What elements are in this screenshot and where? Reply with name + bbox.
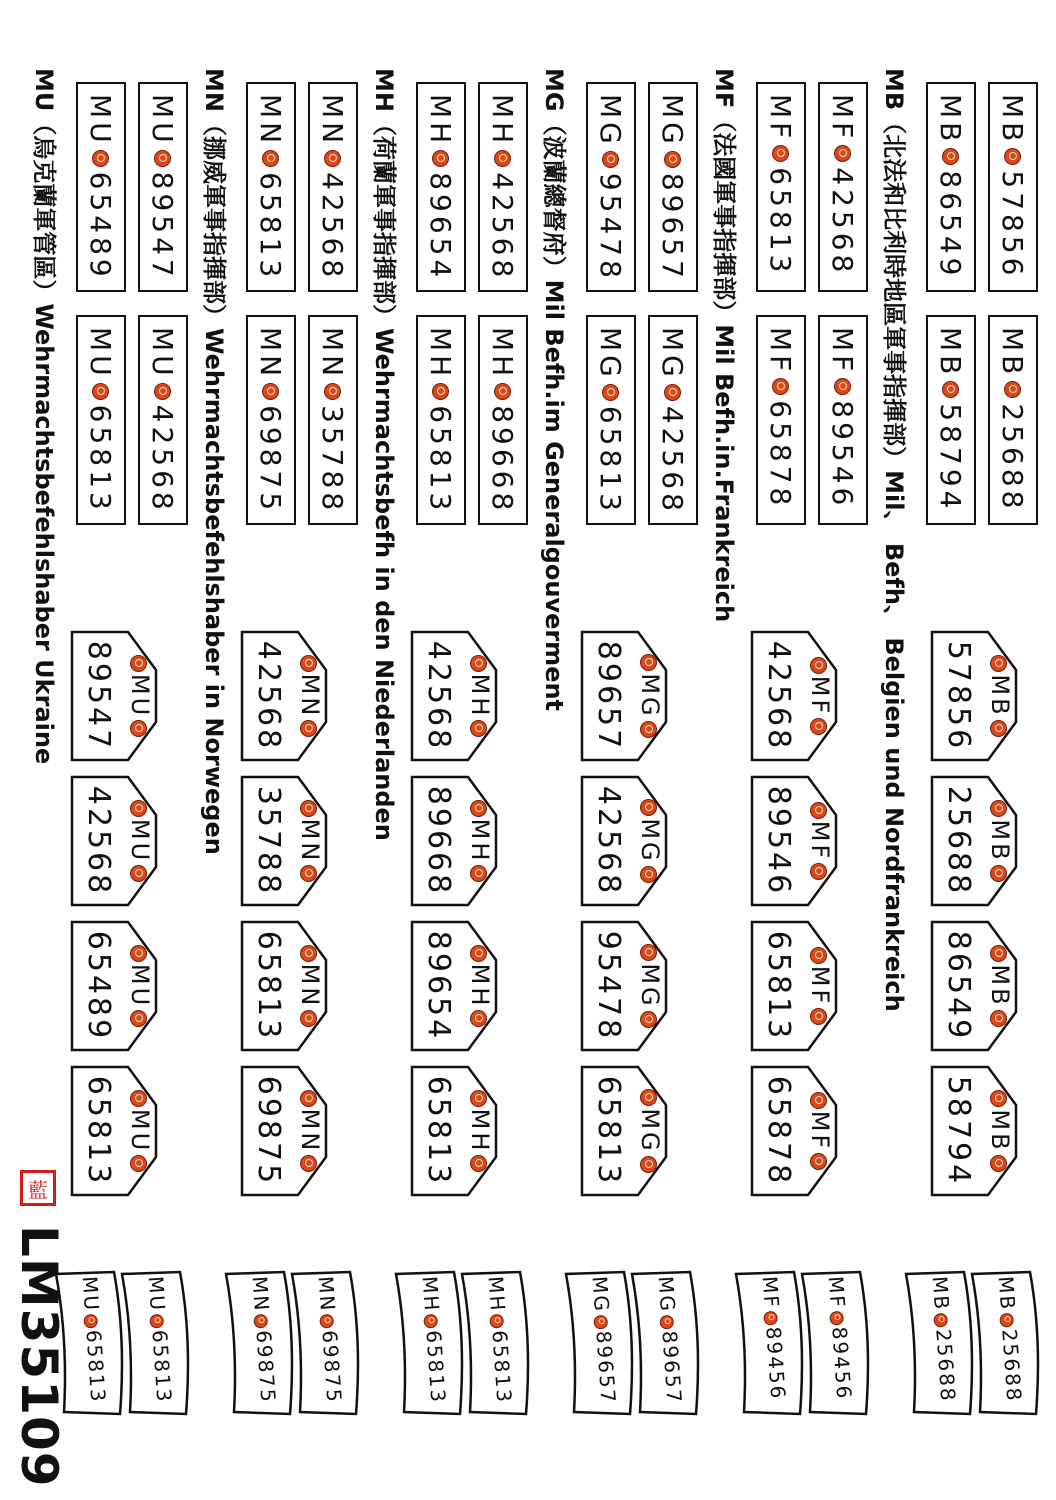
badge-code-line (986, 920, 1014, 1052)
plate-code: MN (316, 327, 350, 381)
insignia-icon (665, 384, 682, 401)
badge-code-line (636, 630, 664, 762)
product-code: LM35109 (10, 1225, 68, 1488)
badge-code: MF (806, 675, 834, 717)
shield-badge (410, 630, 498, 762)
badge-number: 42568 (591, 785, 626, 897)
curved-plate-code: MN (247, 1275, 275, 1314)
group-heading: MF（法國軍事指揮部）Mil Befh.in.Frankreich (710, 68, 738, 623)
insignia-icon (495, 150, 512, 167)
plate-code: MF (826, 94, 860, 143)
group-heading: MU（烏克蘭軍管區）Wehrmachtsbefehlshaber Ukraine (30, 68, 58, 765)
plate-code: MG (594, 327, 628, 381)
badge-number: 42568 (421, 640, 456, 752)
insignia-icon (811, 863, 828, 880)
insignia-icon (131, 1010, 148, 1027)
insignia-icon (594, 1314, 609, 1329)
license-plate (308, 315, 358, 525)
insignia-icon (301, 865, 318, 882)
badge-code-line (466, 920, 494, 1052)
plate-number: 89547 (146, 171, 180, 281)
license-plate (76, 315, 126, 525)
license-plate (756, 315, 806, 525)
plate-number: 65813 (254, 172, 288, 282)
badge-number: 65813 (251, 930, 286, 1042)
badge-code: MF (806, 820, 834, 862)
insignia-icon (660, 1314, 675, 1329)
plate-code: MH (424, 327, 458, 381)
insignia-icon (325, 150, 342, 167)
plate-code: MN (254, 94, 288, 148)
insignia-icon (811, 1092, 828, 1109)
insignia-icon (490, 1314, 505, 1329)
shield-badge (410, 775, 498, 907)
insignia-icon (301, 1090, 318, 1107)
insignia-icon (325, 383, 342, 400)
shield-badge (750, 630, 838, 762)
curved-plate-code: MG (587, 1275, 615, 1314)
badge-code-line (806, 775, 834, 907)
badge-number: 65489 (81, 930, 116, 1042)
insignia-icon (835, 145, 852, 162)
badge-code-line (636, 920, 664, 1052)
license-plate (478, 82, 528, 292)
insignia-icon (471, 800, 488, 817)
license-plate (246, 315, 296, 525)
plate-number: 58794 (934, 403, 968, 513)
license-plate (988, 315, 1038, 525)
plate-code: MH (486, 94, 520, 148)
insignia-icon (150, 1314, 165, 1329)
curved-plate-number: 65813 (421, 1329, 451, 1405)
badge-number: 89546 (761, 785, 796, 897)
badge-number: 89547 (81, 640, 116, 752)
curved-plate-number: 89657 (591, 1329, 621, 1406)
curved-plate-number: 65813 (81, 1329, 111, 1405)
insignia-icon (301, 655, 318, 672)
plate-code: MF (826, 327, 860, 376)
badge-number: 89654 (421, 930, 456, 1042)
badge-code-line (986, 775, 1014, 907)
shield-badge (930, 1065, 1018, 1197)
plate-code: MG (594, 94, 628, 148)
insignia-icon (991, 945, 1008, 962)
curved-plate-code: MH (417, 1275, 445, 1314)
insignia-icon (301, 945, 318, 962)
badge-code-line (466, 775, 494, 907)
insignia-icon (641, 1011, 658, 1028)
badge-number: 69875 (251, 1075, 286, 1187)
insignia-icon (131, 1090, 148, 1107)
shield-badge (240, 920, 328, 1052)
plate-code: MG (656, 327, 690, 381)
plate-code: MH (424, 94, 458, 148)
badge-code: MF (806, 1110, 834, 1152)
plate-code: MG (656, 94, 690, 148)
insignia-icon (131, 1155, 148, 1172)
plate-number: 89668 (486, 405, 520, 515)
badge-number: 86549 (941, 930, 976, 1042)
insignia-icon (93, 150, 110, 167)
shield-badge (580, 775, 668, 907)
license-plate (818, 82, 868, 292)
plate-code: MB (934, 327, 968, 379)
curved-plate-number: 25688 (997, 1328, 1027, 1404)
badge-code: MG (636, 1108, 664, 1154)
license-plate (246, 82, 296, 292)
badge-code: MN (296, 1108, 324, 1154)
badge-number: 42568 (761, 640, 796, 752)
badge-code: MG (636, 963, 664, 1009)
badge-code: MN (296, 818, 324, 864)
badge-code: MN (296, 673, 324, 719)
insignia-icon (93, 383, 110, 400)
badge-code: MH (466, 963, 494, 1009)
badge-number: 58794 (941, 1075, 976, 1187)
badge-code-line (636, 1065, 664, 1197)
badge-code-line (636, 775, 664, 907)
insignia-icon (641, 944, 658, 961)
plate-code: MU (146, 94, 180, 147)
badge-code-line (126, 1065, 154, 1197)
insignia-icon (155, 383, 172, 400)
insignia-icon (603, 384, 620, 401)
curved-plate (388, 1268, 468, 1418)
insignia-icon (471, 655, 488, 672)
insignia-icon (641, 866, 658, 883)
badge-code: MB (986, 674, 1014, 718)
insignia-icon (495, 383, 512, 400)
plate-code: MB (934, 94, 968, 146)
shield-badge (240, 775, 328, 907)
insignia-icon (773, 378, 790, 395)
badge-code: MU (126, 963, 154, 1009)
insignia-icon (1005, 148, 1022, 165)
plate-number: 65813 (764, 167, 798, 277)
curved-plate (898, 1268, 978, 1418)
plate-number: 42568 (146, 404, 180, 514)
license-plate (648, 315, 698, 525)
badge-number: 25688 (941, 785, 976, 897)
insignia-icon (471, 865, 488, 882)
curved-plate-code: MU (143, 1275, 171, 1313)
shield-badge (930, 775, 1018, 907)
shield-badge (410, 920, 498, 1052)
plate-code: MF (764, 327, 798, 376)
license-plate (138, 315, 188, 525)
plate-number: 89546 (826, 400, 860, 510)
badge-code-line (986, 1065, 1014, 1197)
badge-code: MU (126, 818, 154, 864)
brand-logo-icon: 藍 (20, 1170, 56, 1206)
badge-code: MU (126, 1108, 154, 1154)
insignia-icon (641, 1089, 658, 1106)
license-plate (76, 82, 126, 292)
badge-code: MG (636, 818, 664, 864)
insignia-icon (991, 720, 1008, 737)
badge-code-line (126, 630, 154, 762)
insignia-icon (433, 383, 450, 400)
insignia-icon (773, 145, 790, 162)
plate-number: 65813 (424, 405, 458, 515)
insignia-icon (991, 1090, 1008, 1107)
plate-number: 86549 (934, 170, 968, 280)
badge-code: MF (806, 965, 834, 1007)
curved-plate-code: MN (313, 1275, 341, 1314)
badge-code: MH (466, 1108, 494, 1154)
plate-code: MU (84, 327, 118, 380)
group-heading: MG（波蘭總督府）Mil Befh.im Generalgouverment (540, 68, 568, 712)
insignia-icon (471, 1090, 488, 1107)
curved-plate-number: 69875 (317, 1329, 347, 1405)
shield-badge (240, 1065, 328, 1197)
license-plate (926, 315, 976, 525)
insignia-icon (665, 151, 682, 168)
plate-code: MB (996, 327, 1030, 379)
shield-badge (930, 920, 1018, 1052)
plate-number: 65813 (84, 404, 118, 514)
insignia-icon (301, 720, 318, 737)
badge-code-line (296, 1065, 324, 1197)
insignia-icon (811, 718, 828, 735)
shield-badge (70, 775, 158, 907)
insignia-icon (641, 799, 658, 816)
badge-code-line (806, 630, 834, 762)
plate-code: MU (84, 94, 118, 147)
plate-number: 57856 (996, 170, 1030, 280)
license-plate (586, 315, 636, 525)
curved-plate-code: MB (993, 1275, 1020, 1312)
plate-code: MU (146, 327, 180, 380)
plate-number: 95478 (594, 172, 628, 282)
insignia-icon (934, 1313, 949, 1328)
curved-plate-number: 25688 (931, 1328, 961, 1404)
license-plate (648, 82, 698, 292)
badge-code-line (126, 920, 154, 1052)
shield-badge (580, 630, 668, 762)
badge-code-line (806, 1065, 834, 1197)
curved-plate (218, 1268, 298, 1418)
curved-plate-number: 89456 (827, 1325, 857, 1402)
insignia-icon (263, 150, 280, 167)
plate-number: 65878 (764, 400, 798, 510)
badge-number: 65813 (421, 1075, 456, 1187)
curved-plate-number: 89456 (761, 1325, 791, 1402)
insignia-icon (471, 1010, 488, 1027)
badge-code: MG (636, 673, 664, 719)
license-plate (416, 315, 466, 525)
badge-code-line (296, 920, 324, 1052)
insignia-icon (991, 1010, 1008, 1027)
badge-number: 57856 (941, 640, 976, 752)
badge-code-line (466, 1065, 494, 1197)
insignia-icon (991, 655, 1008, 672)
insignia-icon (943, 381, 960, 398)
shield-badge (930, 630, 1018, 762)
shield-badge (750, 1065, 838, 1197)
badge-code: MB (986, 964, 1014, 1008)
badge-number: 95478 (591, 930, 626, 1042)
plate-number: 35788 (316, 405, 350, 515)
curved-plate (558, 1268, 638, 1418)
badge-code: MU (126, 673, 154, 719)
badge-code: MH (466, 673, 494, 719)
insignia-icon (641, 1156, 658, 1173)
group-heading: MN（挪威軍事指揮部）Wehrmachtsbefehlshaber in Norwegen (200, 68, 228, 855)
license-plate (926, 82, 976, 292)
insignia-icon (301, 800, 318, 817)
badge-code-line (986, 630, 1014, 762)
insignia-icon (131, 945, 148, 962)
insignia-icon (811, 1153, 828, 1170)
shield-badge (70, 1065, 158, 1197)
insignia-icon (811, 657, 828, 674)
plate-number: 42568 (316, 172, 350, 282)
insignia-icon (943, 148, 960, 165)
badge-code: MH (466, 818, 494, 864)
plate-number: 42568 (656, 405, 690, 515)
insignia-icon (603, 151, 620, 168)
insignia-icon (991, 800, 1008, 817)
curved-plate-code: MF (823, 1275, 850, 1310)
shield-badge (410, 1065, 498, 1197)
plate-number: 42568 (826, 167, 860, 277)
curved-plate-code: MB (927, 1275, 954, 1312)
curved-plate-number: 65813 (487, 1329, 517, 1405)
insignia-icon (301, 1010, 318, 1027)
plate-number: 65489 (84, 171, 118, 281)
insignia-icon (830, 1310, 845, 1325)
license-plate (756, 82, 806, 292)
insignia-icon (424, 1314, 439, 1329)
plate-code: MN (254, 327, 288, 381)
badge-code: MB (986, 1109, 1014, 1153)
shield-badge (580, 920, 668, 1052)
insignia-icon (131, 800, 148, 817)
curved-plate (728, 1268, 808, 1418)
shield-badge (70, 920, 158, 1052)
insignia-icon (131, 720, 148, 737)
badge-code: MN (296, 963, 324, 1009)
insignia-icon (433, 150, 450, 167)
insignia-icon (84, 1314, 99, 1329)
insignia-icon (1000, 1313, 1015, 1328)
plate-code: MH (486, 327, 520, 381)
insignia-icon (811, 802, 828, 819)
badge-number: 89668 (421, 785, 456, 897)
badge-number: 89657 (591, 640, 626, 752)
insignia-icon (471, 720, 488, 737)
badge-code: MB (986, 819, 1014, 863)
plate-code: MN (316, 94, 350, 148)
badge-code-line (296, 630, 324, 762)
badge-code-line (296, 775, 324, 907)
curved-plate-number: 89657 (657, 1329, 687, 1406)
curved-plate-code: MU (77, 1275, 105, 1313)
plate-code: MB (996, 94, 1030, 146)
insignia-icon (131, 655, 148, 672)
insignia-icon (641, 721, 658, 738)
plate-number: 89654 (424, 172, 458, 282)
license-plate (586, 82, 636, 292)
plate-number: 65813 (594, 405, 628, 515)
insignia-icon (301, 1155, 318, 1172)
license-plate (478, 315, 528, 525)
shield-badge (750, 775, 838, 907)
license-plate (988, 82, 1038, 292)
insignia-icon (1005, 381, 1022, 398)
license-plate (308, 82, 358, 292)
curved-plate-number: 69875 (251, 1329, 281, 1405)
insignia-icon (155, 150, 172, 167)
plate-code: MF (764, 94, 798, 143)
insignia-icon (811, 1008, 828, 1025)
insignia-icon (254, 1314, 269, 1329)
group-heading: MB（北法和比利時地區軍事指揮部）Mil、 Befh、 Belgien und Nordfrankreich (880, 68, 908, 1012)
badge-number: 42568 (81, 785, 116, 897)
badge-code-line (126, 775, 154, 907)
license-plate (818, 315, 868, 525)
insignia-icon (811, 947, 828, 964)
badge-number: 35788 (251, 785, 286, 897)
insignia-icon (263, 383, 280, 400)
badge-code-line (466, 630, 494, 762)
curved-plate-code: MH (483, 1275, 511, 1314)
plate-number: 42568 (486, 172, 520, 282)
insignia-icon (471, 945, 488, 962)
insignia-icon (471, 1155, 488, 1172)
insignia-icon (991, 865, 1008, 882)
license-plate (138, 82, 188, 292)
badge-number: 65878 (761, 1075, 796, 1187)
curved-plate-code: MF (757, 1275, 784, 1310)
shield-badge (70, 630, 158, 762)
insignia-icon (320, 1314, 335, 1329)
badge-number: 42568 (251, 640, 286, 752)
badge-code-line (806, 920, 834, 1052)
shield-badge (750, 920, 838, 1052)
curved-plate-code: MG (653, 1275, 681, 1314)
curved-plate-number: 65813 (147, 1329, 177, 1405)
badge-number: 65813 (81, 1075, 116, 1187)
plate-number: 25688 (996, 403, 1030, 513)
license-plate (416, 82, 466, 292)
insignia-icon (764, 1310, 779, 1325)
plate-number: 69875 (254, 405, 288, 515)
insignia-icon (835, 378, 852, 395)
group-heading: MH（荷蘭軍事指揮部）Wehrmachtsbefh in den Niederlanden (370, 68, 398, 841)
shield-badge (580, 1065, 668, 1197)
badge-number: 65813 (761, 930, 796, 1042)
insignia-icon (131, 865, 148, 882)
badge-number: 65813 (591, 1075, 626, 1187)
plate-number: 89657 (656, 172, 690, 282)
insignia-icon (641, 654, 658, 671)
insignia-icon (991, 1155, 1008, 1172)
shield-badge (240, 630, 328, 762)
